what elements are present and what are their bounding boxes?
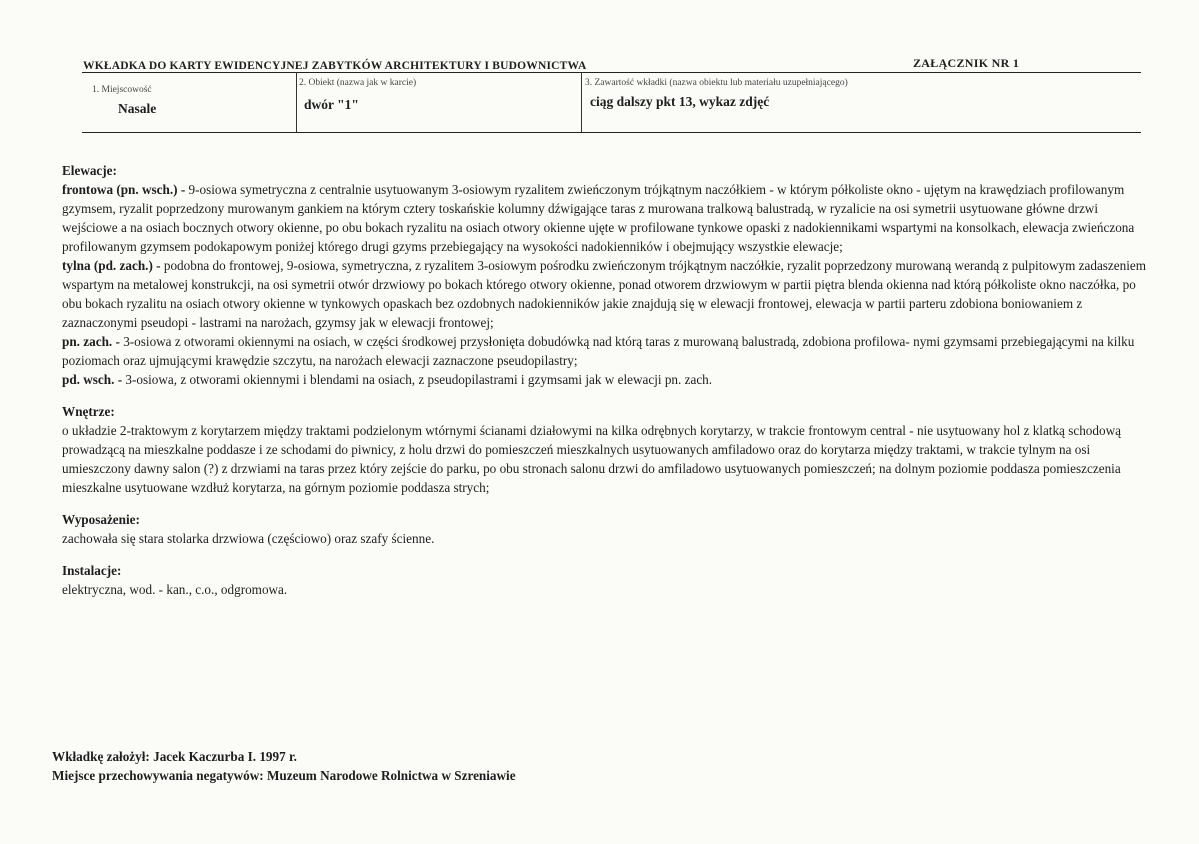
elevation-nw-text: 3-osiowa z otworami okiennymi na osiach, w części środkowej przysłonięta dobudówką nad którą taras z murowaną balustradą, zdobiona profilowa- nymi gzymsami przebiegającymi na kilku poziomach oraz ujmującymi krawędzie szczytu, na narożach elewacji zaznaczone pseudopilastry; [62, 334, 1135, 368]
interior-text: o układzie 2-traktowym z korytarzem między traktami podzielonym wtórnymi ścianami działowymi na kilka odrębnych korytarzy, w trakcie frontowym central - nie usytuowany hol z klatką schodową prowadzącą na mieszkalne poddasze i ze schodami do piwnicy, z holu drzwi do pomieszczeń mieszkalnych usytuowanych amfiladowo oraz do korytarza między traktami, w trakcie tylnym na osi umieszczony dawny salon (?) z drzwiami na taras przez który zejście do parku, po obu stronach salonu drzwi do amfiladowo usytuowanych pomieszczeń; na dolnym poziomie poddasza pomieszczenia mieszkalne usytuowane wzdłuż korytarza, na górnym poziomie poddasza strych; [62, 423, 1121, 495]
elevation-rear-label: tylna (pd. zach.) - [62, 258, 161, 273]
locality-label: 1. Miejscowość [92, 85, 152, 95]
contents-value: ciąg dalszy pkt 13, wykaz zdjęć [590, 94, 770, 109]
table-divider-2 [581, 72, 582, 132]
section-title-interior: Wnętrze: [62, 404, 115, 419]
document-body [62, 161, 1147, 599]
section-title-installations: Instalacje: [62, 563, 122, 578]
document-footer [52, 747, 516, 785]
elevation-front-label: frontowa (pn. wsch.) - [62, 182, 186, 197]
contents-label: 3. Zawartość wkładki (nazwa obiektu lub materiału uzupełniającego) [585, 78, 848, 88]
footer-author: Wkładkę założył: Jacek Kaczurba I. 1997 r. [52, 749, 297, 764]
elevation-se-label: pd. wsch. - [62, 372, 123, 387]
locality-value: Nasale [118, 101, 157, 116]
section-title-equipment: Wyposażenie: [62, 512, 140, 527]
elevation-rear-text: podobna do frontowej, 9-osiowa, symetryczna, z ryzalitem 3-osiowym pośrodku zwieńczonym trójkątnym naczółkie, ryzalit poprzedzony murowaną werandą z pulpitowym zadaszeniem wspartym na metalowej konstrukcji, na osi symetrii otwór drzwiowy po bokach którego otwory okienne, ponad otworem drzwiowym w partii piętra blenda okienna nad którą półkoliste okno naczółka, po obu bokach ryzalitu na osiach otwory okienne w tynkowych opaskach bez ozdobnych nadokienników jakie znajdują się w elewacji frontowej, elewacja w partii parteru zdobiona boniowaniem z zaznaczonymi pseudopi - lastrami na narożach, gzymsy jak w elewacji frontowej; [62, 258, 1147, 330]
installations-text: elektryczna, wod. - kan., c.o., odgromowa. [62, 582, 288, 597]
elevation-se-text: 3-osiowa, z otworami okiennymi i blendami na osiach, z pseudopilastrami i gzymsami jak w elewacji pn. zach. [122, 372, 713, 387]
object-label: 2. Obiekt (nazwa jak w karcie) [299, 78, 417, 88]
document-title: WKŁADKA DO KARTY EWIDENCYJNEJ ZABYTKÓW ARCHITEKTURY I BUDOWNICTWA [83, 60, 587, 72]
elevation-rear [62, 256, 1147, 332]
elevation-nw-label: pn. zach. - [62, 334, 120, 349]
object-value: dwór "1" [304, 97, 359, 112]
footer-negatives-location: Miejsce przechowywania negatywów: Muzeum Narodowe Rolnictwa w Szreniawie [52, 768, 516, 783]
section-title-elevations: Elewacje: [62, 163, 117, 178]
elevation-front-text: 9-osiowa symetryczna z centralnie usytuowanym 3-osiowym ryzalitem zwieńczonym trójkątnym naczółkiem - w którym półkoliste okno - ujętym na krawędziach profilowanym gzymsem, ryzalit poprzedzony murowanym gankiem na którym cztery toskańskie kolumny dźwigające taras z murowana tralkową balustradą, w ryzalicie na osi symetrii usytuowane główne drzwi wejściowe a na osiach bocznych otwory okienne, po obu bokach ryzalitu na osiach otwory okienne ujęte w profilowane tynkowe opaski z nadokiennikami wspartymi na konsolkach, elewacja zwieńczona profilowanym gzymsem podokapowym poniżej którego drugi gzyms przebiegający na wysokości nadokienników i obejmujący wszystkie elewacje; [62, 182, 1135, 254]
elevation-nw [62, 332, 1147, 370]
table-bottom-rule [82, 132, 1141, 133]
equipment-text: zachowała się stara stolarka drzwiowa (częściowo) oraz szafy ścienne. [62, 531, 435, 546]
annex-number: ZAŁĄCZNIK NR 1 [913, 56, 1020, 70]
table-top-rule [82, 72, 1141, 73]
elevation-front [62, 180, 1147, 256]
table-divider-1 [296, 72, 297, 132]
elevation-se [62, 370, 1147, 389]
